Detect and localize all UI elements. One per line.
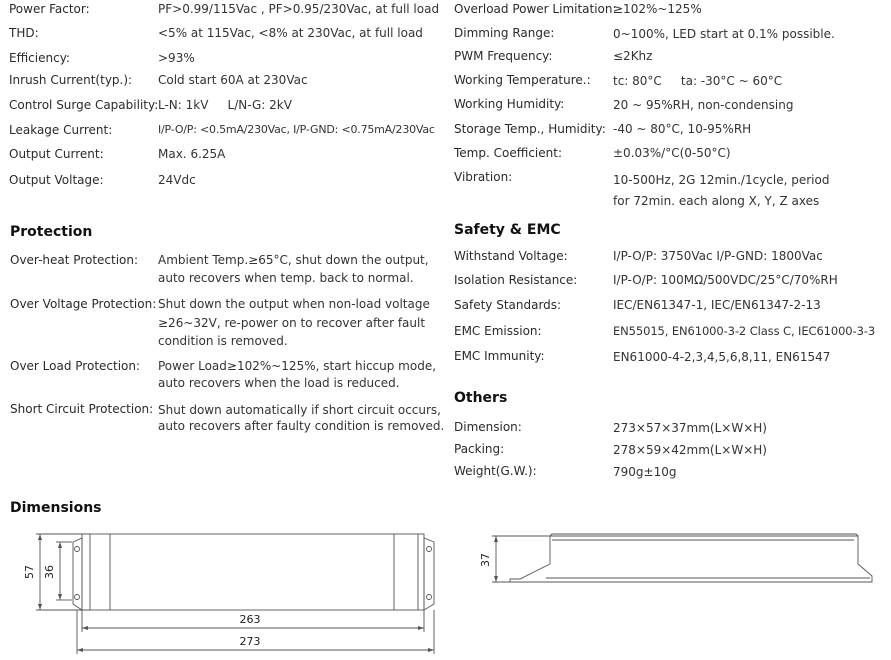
- protection-label: Over Load Protection:: [10, 359, 141, 373]
- dim-width-inner: 36: [43, 565, 56, 579]
- spec-label: PWM Frequency:: [454, 49, 553, 63]
- safety-value: I/P-O/P: 100MΩ/500VDC/25°C/70%RH: [613, 273, 838, 287]
- spec-label: Inrush Current(typ.):: [9, 73, 133, 87]
- protection-line: Shut down automatically if short circuit occurs,: [158, 403, 441, 417]
- spec-label: Control Surge Capability:: [9, 98, 159, 112]
- spec-label: Storage Temp., Humidity:: [454, 122, 606, 136]
- spec-label: Temp. Coefficient:: [454, 146, 562, 160]
- safety-value: EN61000-4-2,3,4,5,6,8,11, EN61547: [613, 350, 831, 364]
- spec-value: 0~100%, LED start at 0.1% possible.: [613, 27, 835, 41]
- dim-height: 37: [479, 553, 492, 567]
- protection-line: auto recovers after faulty condition is removed.: [158, 419, 445, 433]
- others-value: 273×57×37mm(L×W×H): [613, 421, 767, 435]
- spec-value: >93%: [158, 51, 195, 65]
- spec-value: tc: 80°C ta: -30°C ~ 60°C: [613, 74, 783, 88]
- spec-value: 10-500Hz, 2G 12min./1cycle, period: [613, 173, 830, 187]
- safety-value: IEC/EN61347-1, IEC/EN61347-2-13: [613, 298, 821, 312]
- spec-label: Efficiency:: [9, 51, 70, 65]
- top-view-drawing: [0, 520, 450, 660]
- spec-label: Output Voltage:: [9, 173, 104, 187]
- safety-value: I/P-O/P: 3750Vac I/P-GND: 1800Vac: [613, 249, 823, 263]
- protection-label: Over Voltage Protection:: [10, 297, 157, 311]
- spec-value: ±0.03%/°C(0-50°C): [613, 146, 731, 160]
- protection-line: condition is removed.: [158, 334, 288, 348]
- spec-value: ≤2Khz: [613, 49, 653, 63]
- side-view-drawing: [470, 520, 890, 600]
- spec-value: 20 ~ 95%RH, non-condensing: [613, 98, 794, 112]
- protection-label: Short Circuit Protection:: [10, 402, 154, 416]
- protection-line: Shut down the output when non-load voltage: [158, 297, 430, 311]
- safety-label: Isolation Resistance:: [454, 273, 578, 287]
- spec-value: ≥102%~125%: [613, 2, 702, 16]
- others-label: Packing:: [454, 442, 505, 456]
- protection-line: Power Load≥102%~125%, start hiccup mode,: [158, 359, 437, 373]
- spec-label: Dimming Range:: [454, 26, 555, 40]
- safety-label: EMC Immunity:: [454, 349, 545, 363]
- spec-value: Cold start 60A at 230Vac: [158, 73, 308, 87]
- dim-length-outer: 273: [239, 635, 261, 648]
- spec-label: Output Current:: [9, 147, 104, 161]
- spec-value: <5% at 115Vac, <8% at 230Vac, at full load: [158, 26, 423, 40]
- protection-label: Over-heat Protection:: [10, 253, 139, 267]
- spec-label: Working Humidity:: [454, 97, 565, 111]
- dim-length-inner: 263: [239, 613, 261, 626]
- safety-value: EN55015, EN61000-3-2 Class C, IEC61000-3-3: [613, 324, 876, 338]
- spec-label: Power Factor:: [9, 2, 90, 16]
- spec-label: Leakage Current:: [9, 123, 113, 137]
- spec-value: PF>0.99/115Vac , PF>0.95/230Vac, at full load: [158, 2, 440, 16]
- spec-value: L-N: 1kV L/N-G: 2kV: [158, 98, 292, 112]
- section-heading: Others: [454, 390, 508, 406]
- spec-value: 24Vdc: [158, 173, 196, 187]
- spec-value: Max. 6.25A: [158, 147, 226, 161]
- spec-value: -40 ~ 80°C, 10-95%RH: [613, 122, 752, 136]
- spec-label: Working Temperature.:: [454, 73, 591, 87]
- others-value: 278×59×42mm(L×W×H): [613, 443, 767, 457]
- safety-label: Safety Standards:: [454, 298, 562, 312]
- others-label: Dimension:: [454, 420, 522, 434]
- protection-line: ≥26~32V, re-power on to recover after fault: [158, 316, 426, 330]
- others-label: Weight(G.W.):: [454, 464, 537, 478]
- spec-label: Vibration:: [454, 170, 513, 184]
- protection-line: Ambient Temp.≥65°C, shut down the output,: [158, 253, 429, 267]
- protection-line: auto recovers when the load is reduced.: [158, 376, 400, 390]
- protection-line: auto recovers when temp. back to normal.: [158, 271, 414, 285]
- section-heading: Protection: [10, 224, 93, 240]
- dimensions-heading: Dimensions: [10, 500, 102, 516]
- spec-value-continued: for 72min. each along X, Y, Z axes: [613, 194, 820, 208]
- safety-label: Withstand Voltage:: [454, 249, 568, 263]
- section-heading: Safety & EMC: [454, 222, 561, 238]
- spec-value: I/P-O/P: <0.5mA/230Vac, I/P-GND: <0.75mA/230Vac: [158, 123, 435, 136]
- others-value: 790g±10g: [613, 465, 677, 479]
- dim-width-outer: 57: [23, 565, 36, 579]
- spec-label: THD:: [9, 26, 39, 40]
- safety-label: EMC Emission:: [454, 324, 542, 338]
- spec-label: Overload Power Limitation:: [454, 2, 617, 16]
